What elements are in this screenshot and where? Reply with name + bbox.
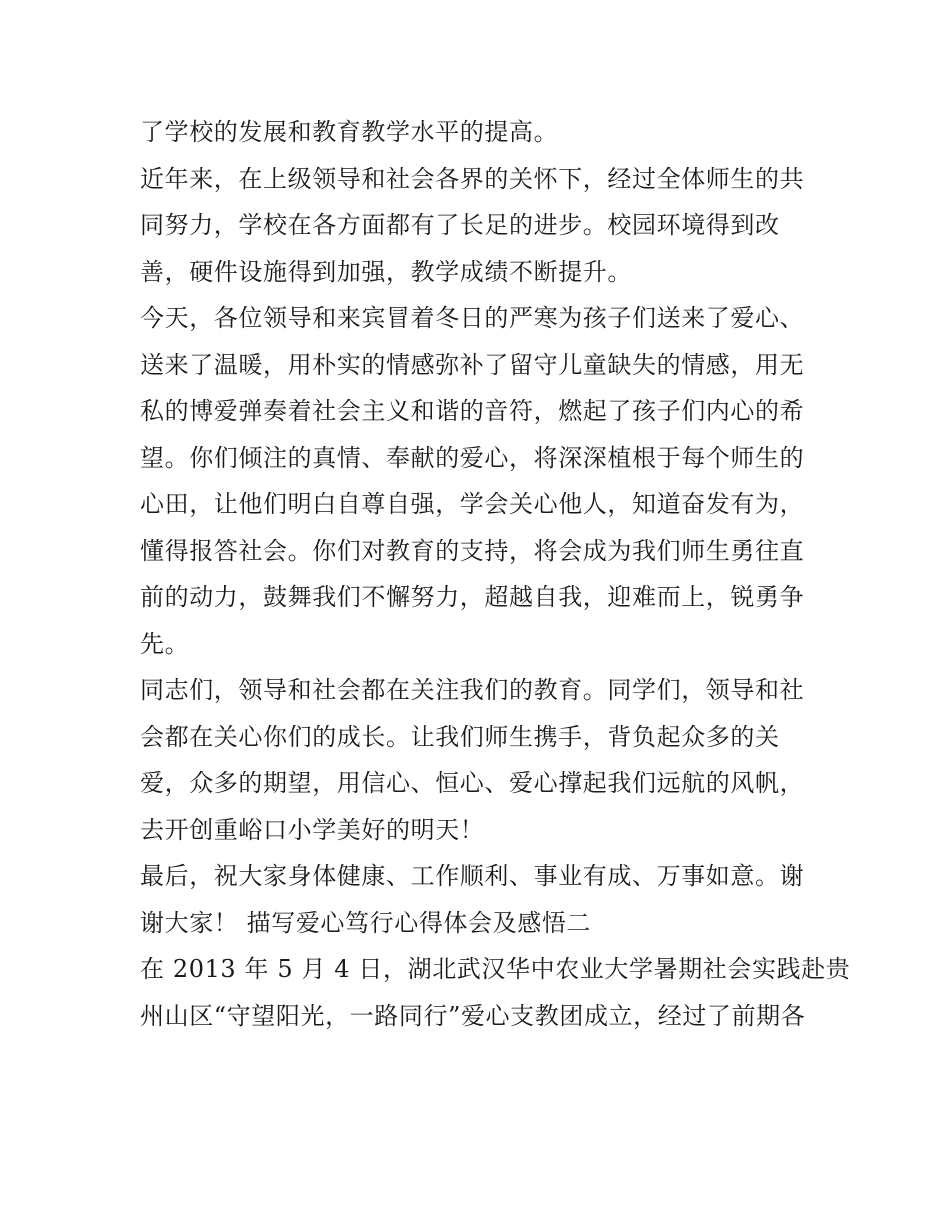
- text-line: 前的动力，鼓舞我们不懈努力，超越自我，迎难而上，锐勇争: [140, 583, 805, 611]
- text-line: 了学校的发展和教育教学水平的提高。: [140, 118, 559, 146]
- text-line: 最后，祝大家身体健康、工作顺利、事业有成、万事如意。谢: [140, 862, 805, 890]
- text-line: 爱，众多的期望，用信心、恒心、爱心撑起我们远航的风帆，: [140, 769, 805, 797]
- text-line: 去开创重峪口小学美好的明天！: [140, 815, 485, 844]
- text-line: 私的博爱弹奏着社会主义和谐的音符，燃起了孩子们内心的希: [140, 397, 805, 425]
- text-line: 懂得报答社会。你们对教育的支持，将会成为我们师生勇往直: [140, 536, 805, 565]
- text-line: 先。: [140, 629, 190, 658]
- text-line: 送来了温暖，用朴实的情感弥补了留守儿童缺失的情感，用无: [140, 350, 805, 379]
- text-line: 今天，各位领导和来宾冒着冬日的严寒为孩子们送来了爱心、: [140, 304, 805, 332]
- text-line: 同努力，学校在各方面都有了长足的进步。校园环境得到改: [140, 211, 780, 239]
- text-line: 同志们，领导和社会都在关注我们的教育。同学们，领导和社: [140, 676, 805, 704]
- text-line: 善，硬件设施得到加强，教学成绩不断提升。: [140, 257, 632, 286]
- text-line: 望。你们倾注的真情、奉献的爱心，将深深植根于每个师生的: [140, 443, 805, 472]
- text-line: 心田，让他们明白自尊自强，学会关心他人，知道奋发有为，: [140, 490, 805, 518]
- text-line: 会都在关心你们的成长。让我们师生携手，背负起众多的关: [140, 722, 780, 751]
- text-line: 州山区“守望阳光，一路同行”爱心支教团成立，经过了前期各: [140, 1001, 806, 1030]
- document-body: [140, 109, 851, 1039]
- text-line: 在 2013 年 5 月 4 日，湖北武汉华中农业大学暑期社会实践赴贵: [140, 955, 851, 983]
- text-line: 近年来，在上级领导和社会各界的关怀下，经过全体师生的共: [140, 164, 805, 193]
- text-line: 谢大家！ 描写爱心笃行心得体会及感悟二: [140, 908, 592, 937]
